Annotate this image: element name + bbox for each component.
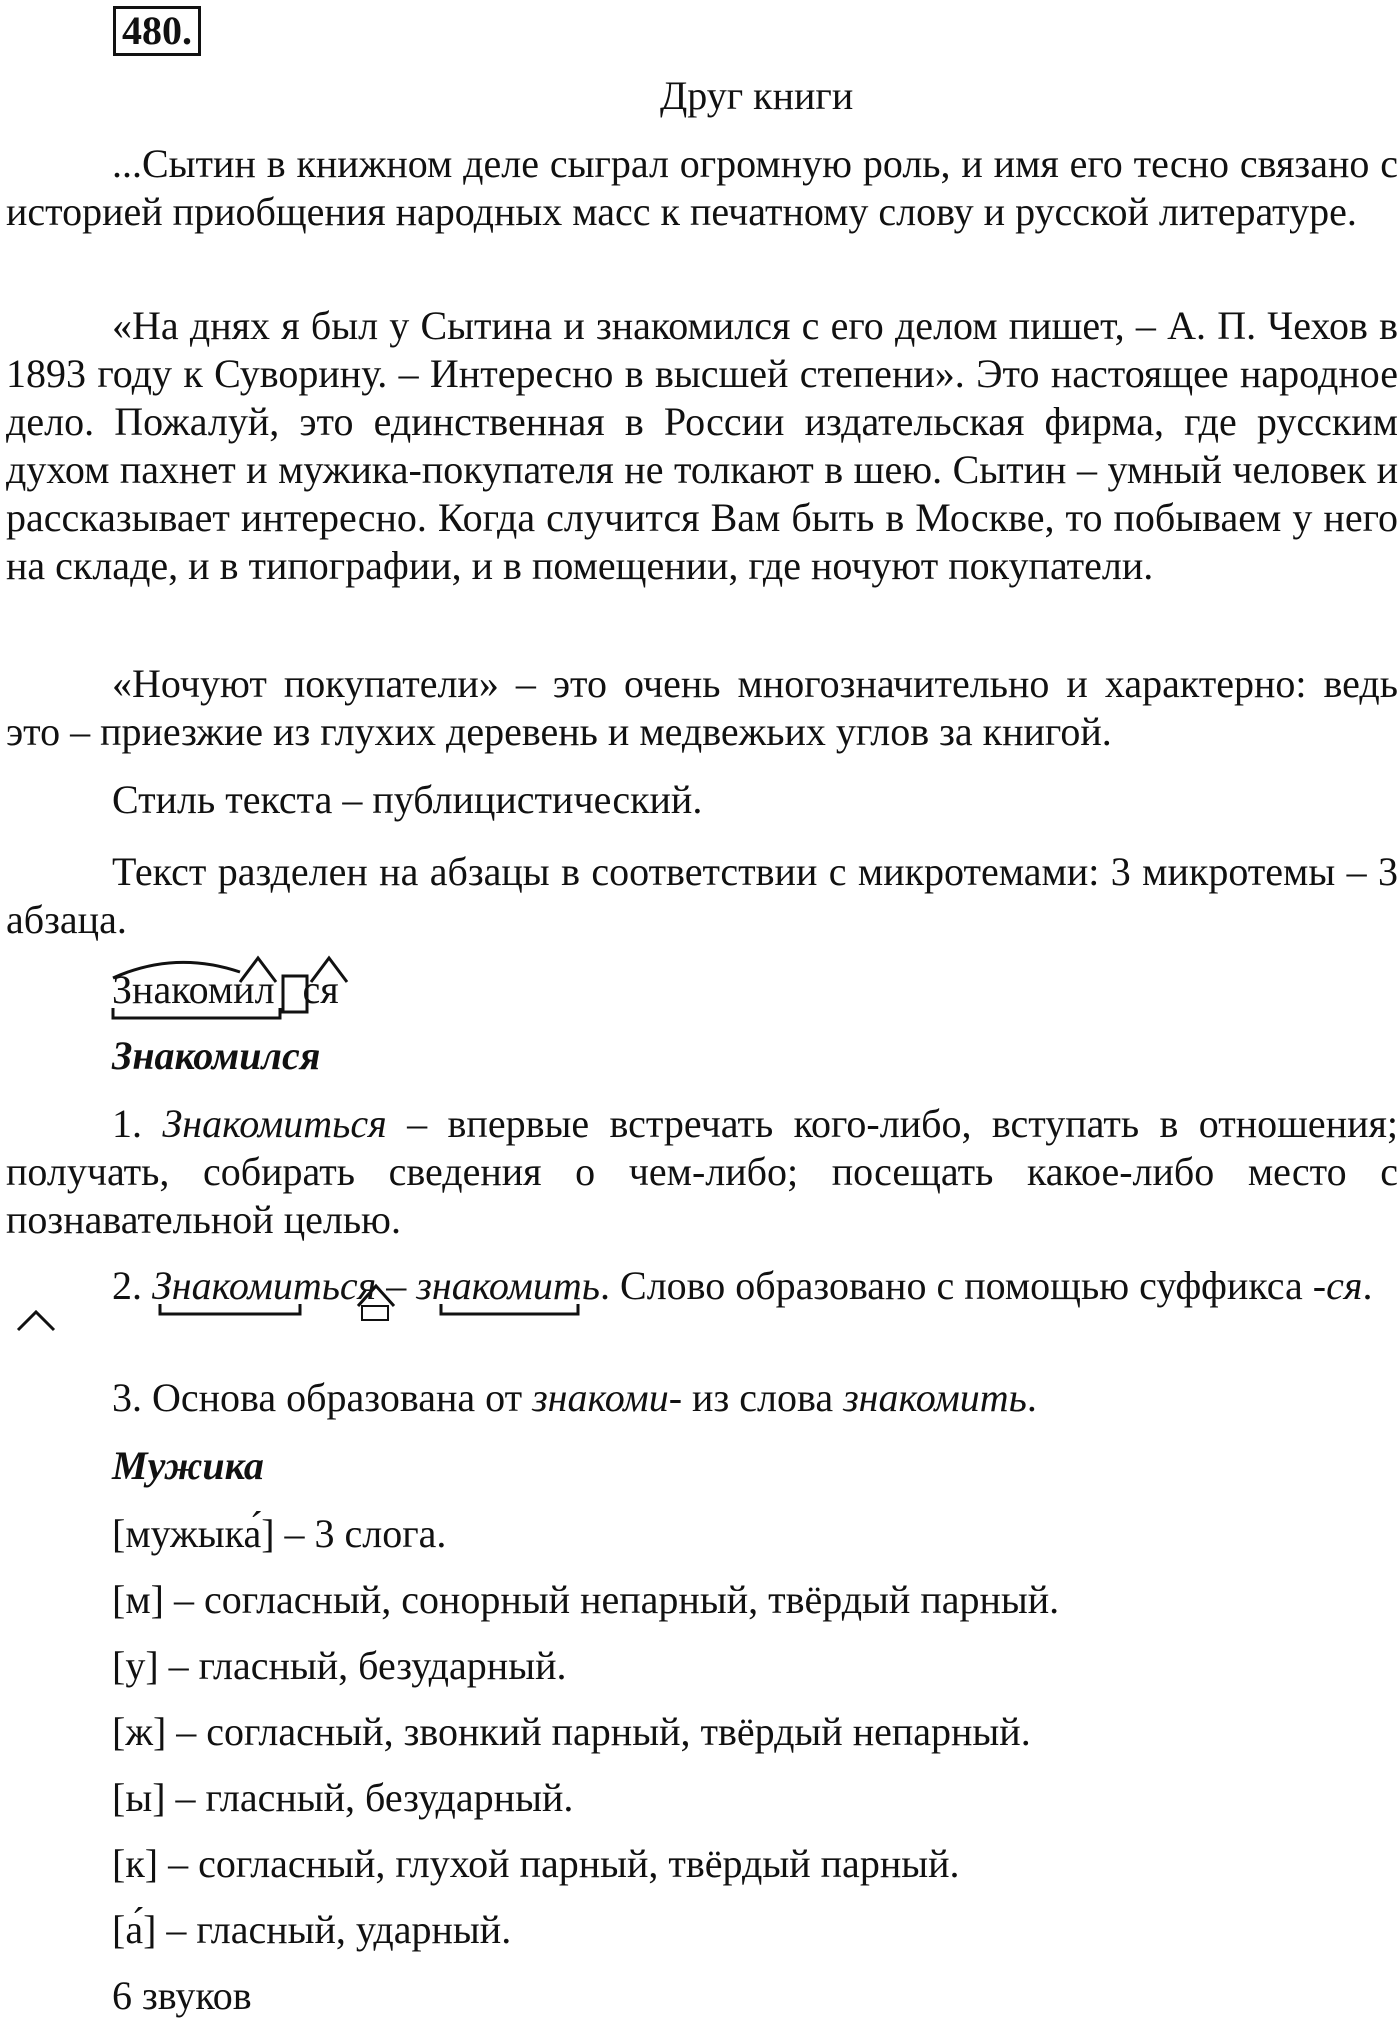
morph-postfix: ся bbox=[302, 967, 339, 1012]
phonetic-line: [ы] – гласный, безударный. bbox=[112, 1775, 574, 1820]
item-3-stem: знакоми- bbox=[532, 1375, 683, 1420]
style-statement: Стиль текста – публицистический. bbox=[112, 777, 703, 822]
item-3-prefix: 3. Основа образована от bbox=[112, 1375, 533, 1420]
item-2 bbox=[6, 1262, 1398, 1310]
item-2-end: . bbox=[1362, 1263, 1373, 1308]
phonetic-line: [мужыка́] – 3 слога. bbox=[112, 1511, 447, 1556]
morph-suffix: л bbox=[254, 967, 275, 1012]
item-1 bbox=[6, 1100, 1398, 1244]
item-2-num: 2. bbox=[112, 1263, 142, 1308]
item-1-num: 1. bbox=[112, 1101, 142, 1146]
item-1-word: Знакомиться bbox=[162, 1101, 387, 1146]
word2-heading: Мужика bbox=[112, 1443, 264, 1488]
morph-root: Знакоми bbox=[112, 967, 255, 1012]
paragraph-3: «Ночуют покупатели» – это очень многозначительно и характерно: ведь это – приезжие из глухих деревень и медвежьих углов за книгой. bbox=[6, 661, 1398, 754]
item-2-dash: – bbox=[376, 1263, 417, 1308]
phonetic-line: [у] – гласный, безударный. bbox=[112, 1643, 567, 1688]
sound-count: 6 звуков bbox=[112, 1973, 252, 2018]
item-3-mid: из слова bbox=[682, 1375, 844, 1420]
phonetic-line: [м] – согласный, сонорный непарный, твёрдый парный. bbox=[112, 1577, 1060, 1622]
phonetic-line: [ж] – согласный, звонкий парный, твёрдый непарный. bbox=[112, 1709, 1031, 1754]
structure-statement: Текст разделен на абзацы в соответствии с микротемами: 3 микротемы – 3 абзаца. bbox=[6, 849, 1398, 942]
phonetic-line: [а́] – гласный, ударный. bbox=[112, 1907, 512, 1952]
task-number: 480. bbox=[113, 6, 201, 56]
phonetic-line: [к] – согласный, глухой парный, твёрдый парный. bbox=[112, 1841, 960, 1886]
word1-heading: Знакомился bbox=[112, 1033, 321, 1078]
item-2-suffix: -ся bbox=[1312, 1263, 1363, 1308]
item-1-text: – впервые встречать кого-либо, вступать в отношения; получать, собирать сведения о чем-либо; посещать какое-либо место с познавательной целью. bbox=[6, 1101, 1399, 1242]
item-2-base: знакомить bbox=[416, 1263, 601, 1308]
text-title: Друг книги bbox=[660, 73, 854, 118]
paragraph-2: «На днях я был у Сытина и знакомился с его делом пишет, – А. П. Чехов в 1893 году к Суворину. – Интересно в высшей степени». Это настоящее народное дело. Пожалуй, это единственная в России издательская фирма, где русским духом пахнет и мужика-покупателя не толкают в шею. Сытин – умный человек и рассказывает интересно. Когда случится Вам быть в Москве, то побываем у него на складе, и в типографии, и в помещении, где ночуют покупатели. bbox=[6, 303, 1398, 588]
item-2-text: . Слово образовано с помощью суффикса bbox=[600, 1263, 1303, 1308]
morpheme-parse bbox=[112, 966, 339, 1014]
paragraph-1: ...Сытин в книжном деле сыграл огромную роль, и имя его тесно связано с историей приобщения народных масс к печатному слову и русской литературе. bbox=[6, 141, 1398, 234]
item-3 bbox=[112, 1374, 1037, 1422]
item-2-word: Знакомиться bbox=[152, 1263, 377, 1308]
item-3-end: . bbox=[1026, 1375, 1037, 1420]
item-3-word: знакомить bbox=[843, 1375, 1027, 1420]
suffix-caret-3 bbox=[18, 1312, 54, 1330]
